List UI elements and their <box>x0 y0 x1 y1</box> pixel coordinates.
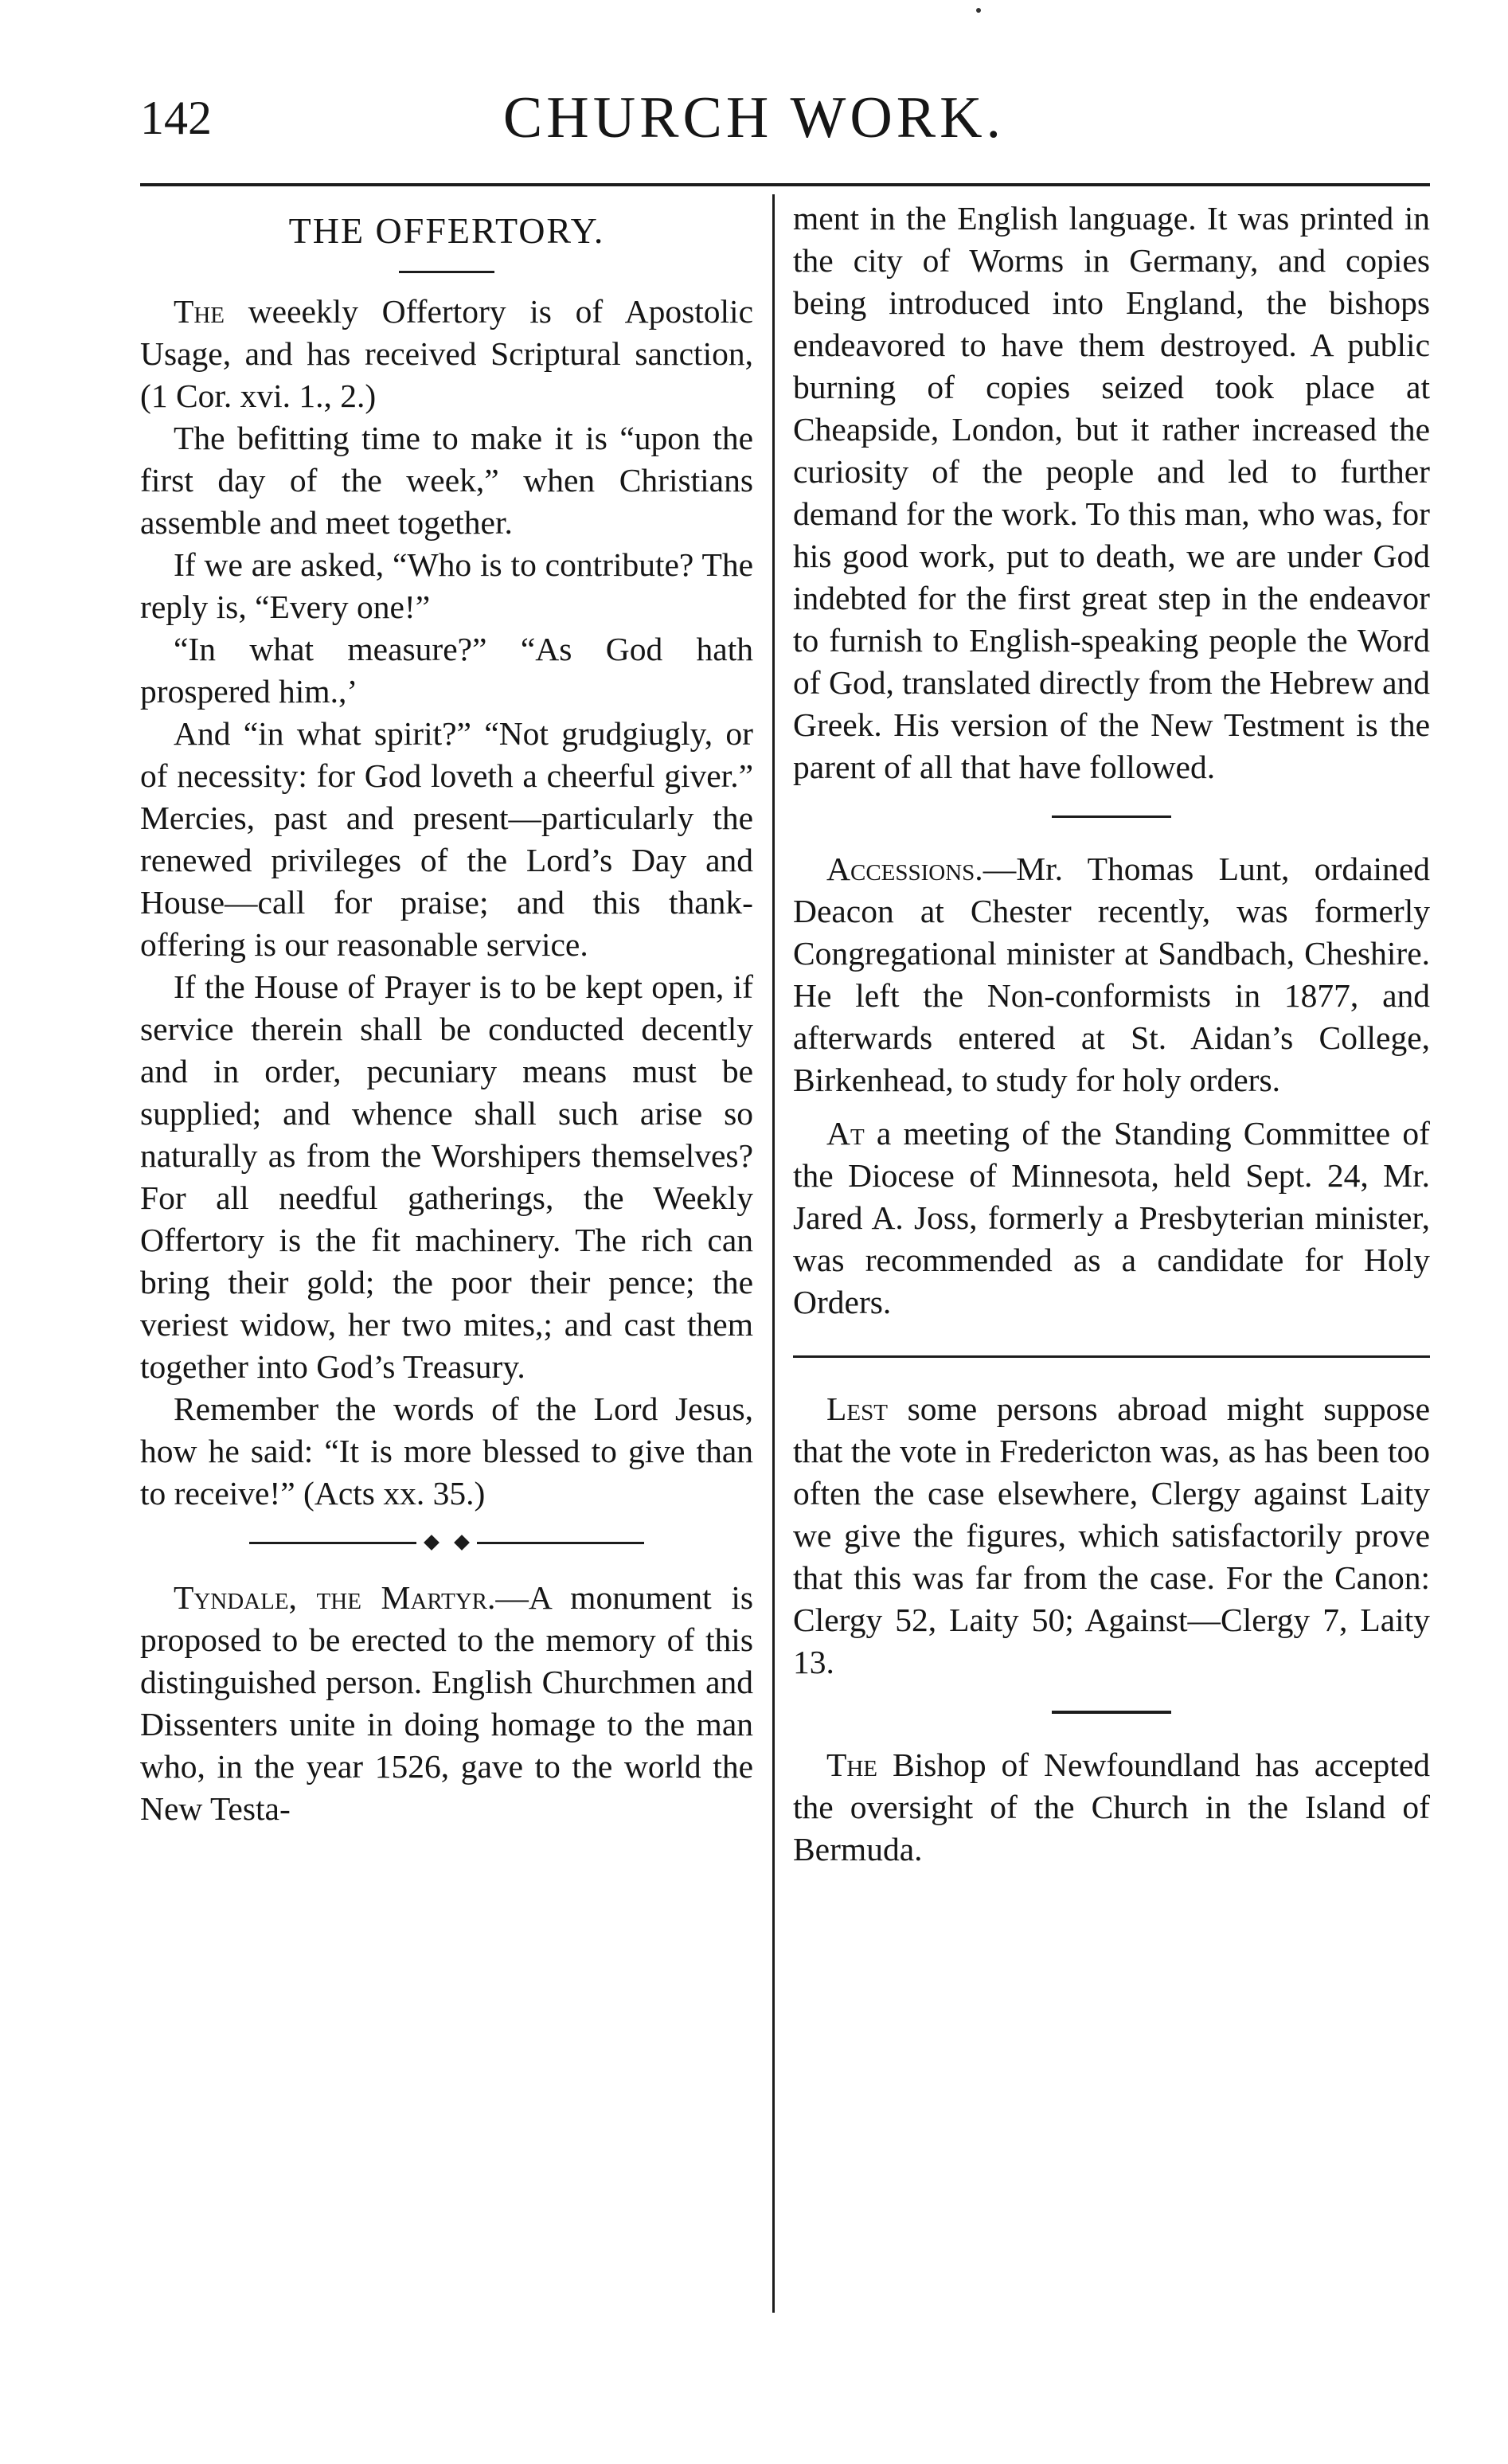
page-header <box>0 86 1508 174</box>
minnesota-article: At a meeting of the Standing Committee of the Diocese of Minnesota, held Sept. 24, Mr. Jared A. Joss, formerly a Presbyterian minister, was recommended as a candidate for Holy Orders. <box>793 1115 1430 1320</box>
section-rule <box>793 1355 1430 1358</box>
article-lead: Lest <box>826 1390 888 1427</box>
article-lead: At <box>826 1115 865 1152</box>
bermuda-article: The Bishop of Newfoundland has accepted the oversight of the Church in the Island of Bermuda. <box>793 1746 1430 1868</box>
short-divider <box>1052 815 1171 818</box>
offertory-paragraph: “In what measure?” “As God hath prospered him.,’ <box>140 631 753 710</box>
offertory-paragraph: And “in what spirit?” “Not grudgiugly, or of necessity: for God loveth a cheerful giver.” Mercies, past and present—particularly the renewed privileges of the Lord’s Day and House—call for praise; and this thank-offering is our reasonable service. <box>140 715 753 963</box>
drop-lead: The <box>174 293 225 330</box>
left-column <box>140 198 753 1830</box>
offertory-paragraph: If the House of Prayer is to be kept open, if service therein shall be conducted decently and in order, pecuniary means must be supplied; and whence shall such arise so naturally as from the Worshipers themselves? For all needful gatherings, the Weekly Offertory is the fit machinery. The rich can bring their gold; the poor their pence; the veriest widow, her two mites,; and cast them together into God’s Treasury. <box>140 968 753 1385</box>
page-number: 142 <box>140 92 212 144</box>
short-divider <box>1052 1711 1171 1714</box>
article-lead: The <box>826 1746 878 1783</box>
print-speck <box>976 8 981 13</box>
column-divider <box>772 194 775 2313</box>
accessions-article: Accessions.—Mr. Thomas Lunt, ordained Deacon at Chester recently, was formerly Congregational minister at Sandbach, Cheshire. He left the Non-conformists in 1877, and afterwards entered at St. Aidan’s College, Birkenhead, to study for holy orders. <box>793 851 1430 1098</box>
tyndale-continued: ment in the English language. It was printed in the city of Worms in Germany, and copies being introduced into England, the bishops endeavored to have them destroyed. A public burning of copies seized took place at Cheapside, London, but it rather increased the curiosity of the people and led to further demand for the work. To this man, who was, for his good work, put to death, we are under God indebted for the first great step in the endeavor to furnish to English-speaking people the Word of God, translated directly from the Hebrew and Greek. His version of the New Testment is the parent of all that have followed. <box>793 200 1430 785</box>
offertory-paragraph: Remember the words of the Lord Jesus, how he said: “It is more blessed to give than to receive!” (Acts xx. 35.) <box>140 1390 753 1512</box>
title-rule <box>399 271 494 273</box>
section-title: THE OFFERTORY. <box>288 210 605 251</box>
right-column <box>793 198 1430 1871</box>
fredericton-article: Lest some persons abroad might suppose that the vote in Fredericton was, as has been too often the case elsewhere, Clergy against Laity we give the figures, which satisfactorily prove that this was far from the case. For the Canon: Clergy 52, Laity 50; Against—Clergy 7, Laity 13. <box>793 1390 1430 1680</box>
ornamental-divider <box>140 1535 753 1550</box>
running-title: CHURCH WORK. <box>502 85 1006 151</box>
article-lead: Tyndale, the Martyr. <box>174 1579 496 1616</box>
offertory-paragraph: The befitting time to make it is “upon the first day of the week,” when Christians assemble and meet together. <box>140 420 753 541</box>
tyndale-article: Tyndale, the Martyr.—A monument is proposed to be erected to the memory of this distinguished person. English Churchmen and Dissenters unite in doing homage to the man who, in the year 1526, gave to the world the New Testa- <box>140 1579 753 1827</box>
offertory-paragraph: The weeekly Offertory is of Apostolic Usage, and has received Scriptural sanction, (1 Cor. xvi. 1., 2.) <box>140 293 753 414</box>
header-rule <box>140 183 1430 186</box>
article-lead: Accessions. <box>826 851 983 887</box>
offertory-paragraph: If we are asked, “Who is to contribute? The reply is, “Every one!” <box>140 546 753 625</box>
